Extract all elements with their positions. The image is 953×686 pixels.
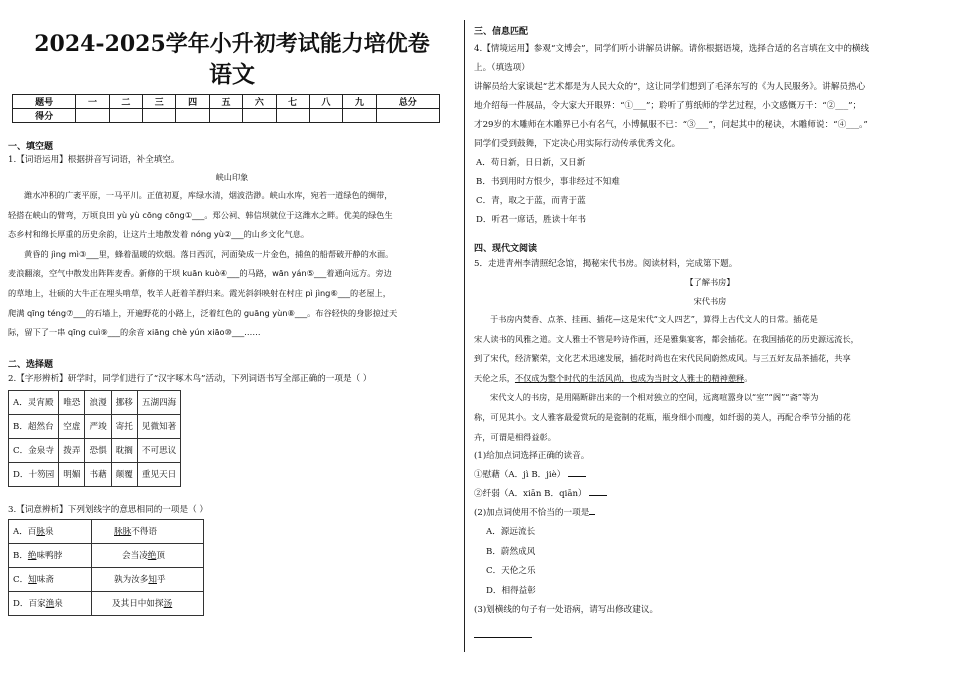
option-row[interactable] (9, 414, 181, 438)
right-column (474, 24, 946, 638)
option-cell: 拨弄 (59, 438, 85, 462)
question-4-text: 才29岁的木雕师在木雕界已小有名气，小博佩服不已：“③___”，问起其中的秘诀，木雕师说：“④___。” (474, 120, 868, 130)
option-cell-left: D．百家渔泉 (9, 591, 92, 615)
option-row[interactable] (9, 462, 181, 486)
option-cell: 挪移 (111, 390, 137, 414)
passage-line: 爬满 qīng téng⑦___的石墙上，开遍野花的小路上，泛着红色的 guāng yùn⑧___。布谷轻快的身影掠过天 (8, 307, 398, 318)
option-cell: 重见天日 (137, 462, 180, 486)
question-4-line: 上。（填选项） (474, 63, 530, 73)
question-2-grid (8, 390, 181, 487)
option-d[interactable]: D．听君一席话，胜读十年书 (476, 215, 587, 225)
option-row[interactable] (9, 390, 181, 414)
question-3-grid (8, 519, 204, 616)
question-4-text: 讲解员给大家谈起“艺术都是为人民大众的”，这让同学们想到了毛泽东写的《为人民服务》。讲解员热心 (474, 82, 866, 92)
score-cell: 四 (176, 95, 209, 109)
score-cell: 总分 (376, 95, 439, 109)
score-input-cell[interactable] (109, 109, 142, 123)
option-cell-left: C．知味斋 (9, 567, 92, 591)
option-cell: 明媚 (59, 462, 85, 486)
score-input-cell[interactable] (76, 109, 109, 123)
sub2-option-a[interactable]: A．源远流长 (486, 527, 536, 538)
option-c[interactable]: C．青，取之于蓝，而青于蓝 (476, 196, 586, 206)
score-cell: 八 (309, 95, 342, 109)
question-3: 3.【词意辨析】下列划线字的意思相同的一项是（ ） (8, 504, 208, 515)
passage-line: 轻搭在峡山的臂弯，万顷良田 yù yù cōng cōng①___。郑公祠、韩信坝就位于这潍水之畔。优美的绿色生 (8, 209, 393, 220)
subquestion-1: (1)给加点词选择正确的读音。 (474, 451, 590, 462)
score-cell: 三 (143, 95, 176, 109)
option-cell: 耽搁 (111, 438, 137, 462)
passage-line: 的草地上，壮硕的大牛正在埋头啃草，牧羊人赶着羊群归来。霞光斜斜映射在村庄 pì jìng⑥___的老屋上， (8, 287, 391, 298)
material-line: 宋代文人的书房，是用隔断辟出来的一个相对独立的空间，远离喧嚣身以“室”“阁”“斋”等为 (490, 392, 819, 403)
subject-title: 语文 (209, 61, 255, 88)
sub2-option-d[interactable]: D．相得益彰 (486, 585, 536, 596)
option-cell: B．超然台 (9, 414, 59, 438)
option-cell-right: 脉脉不得语 (92, 519, 204, 543)
question-5: 5．走进青州李清照纪念馆，揭秘宋代书房。阅读材料，完成第下题。 (474, 259, 738, 269)
passage-line: 潍水冲积的广袤平原，一马平川。正值初夏，库绿水清，烟波浩渺。峡山水库，宛若一道绿色的绸带， (24, 190, 393, 200)
option-cell-right: 孰为汝多知乎 (92, 567, 204, 591)
option-row[interactable] (9, 519, 204, 543)
option-cell: 颠覆 (111, 462, 137, 486)
option-cell: 不可思议 (137, 438, 180, 462)
question-4-text: 地介绍每一件展品，令大家大开眼界：“①___”；聆听了剪纸师的学艺过程，小文感慨万千：“②___”； (474, 101, 862, 111)
option-cell-left: A．百脉泉 (9, 519, 92, 543)
option-row[interactable] (9, 567, 204, 591)
subquestion-3: (3)划横线的句子有一处语病，请写出修改建议。 (474, 605, 659, 616)
exam-title: 2024-2025学年小升初考试能力培优卷 (34, 31, 430, 57)
answer-blank[interactable] (568, 476, 586, 477)
section-4-title: 四、现代文阅读 (474, 244, 538, 254)
score-cell: 六 (243, 95, 276, 109)
column-divider (464, 20, 465, 652)
passage-line: 态乡村和绵长厚重的历史余韵，让这片土地散发着 nóng yù②___的山乡文化气息。 (8, 229, 310, 240)
option-b[interactable]: B．书到用时方恨少，事非经过不知难 (476, 177, 620, 187)
score-input-cell[interactable] (376, 109, 439, 123)
option-a[interactable]: A．苟日新，日日新，又日新 (476, 158, 586, 168)
option-cell-right: 及其日中如探汤 (92, 591, 204, 615)
passage-line: 麦浪翻滚，空气中散发出阵阵麦香。新修的干坝 kuān kuò④___的马路，wān yán⑤___着通向远方。旁边 (8, 268, 392, 279)
passage-line: 黄昏的 jìng mì③___里，蜂着温暖的炊烟。落日西沉，河面染成一片金色，捕鱼的船帮破开静的水面。 (24, 248, 394, 259)
section-2-title: 二、选择题 (8, 359, 54, 370)
underlined-sentence: 不仅成为整个时代的生活风尚，也成为当时文人雅士的精神憩释 (514, 372, 745, 383)
option-row[interactable] (9, 543, 204, 567)
score-input-cell[interactable] (276, 109, 309, 123)
material-line: 天伦之乐，不仅成为整个时代的生活风尚，也成为当时文人雅士的精神憩释。 (474, 372, 753, 383)
question-1: 1.【词语运用】根据拼音写词语，补全填空。 (8, 155, 180, 165)
score-cell: 一 (76, 95, 109, 109)
material-head: 【了解书房】 (685, 277, 735, 287)
score-table (12, 94, 440, 123)
material-line: 宋人读书的风雅之道。文人雅士不管是吟诗作画，还是雅集宴客，都会插花。在我国插花的历史源远流长， (474, 333, 859, 344)
left-column (8, 8, 456, 616)
option-cell: 严竣 (85, 414, 111, 438)
option-row[interactable] (9, 438, 181, 462)
subquestion-1b: ②纤弱（A．xiān B．qiān） (474, 485, 946, 504)
score-input-cell[interactable] (309, 109, 342, 123)
score-header-row (13, 95, 440, 109)
score-input-cell[interactable] (143, 109, 176, 123)
option-row[interactable] (9, 591, 204, 615)
passage-line: 际，留下了一串 qīng cuì⑨___的余音 xiāng chè yún xiāo⑩___…… (8, 327, 261, 338)
option-cell: 寄托 (111, 414, 137, 438)
section-3-title: 三、信息匹配 (474, 27, 529, 37)
subquestion-2: (2)加点词使用不恰当的一项是 (474, 504, 946, 523)
option-cell: 五湖四海 (137, 390, 180, 414)
option-cell: 恐惧 (85, 438, 111, 462)
material-line: 称，可见其小。文人雅客最爱赏玩的是瓷制的花瓶，瓶身细小而瘦，如纤弱的美人，再配合季节分插的花 (474, 411, 851, 422)
score-cell: 二 (109, 95, 142, 109)
option-cell: A．灵宵殿 (9, 390, 59, 414)
question-2: 2.【字形辨析】研学时，同学们进行了“汉字啄木鸟”活动，下列词语书写全部正确的一项是（ ） (8, 373, 372, 384)
section-1-title: 一、填空题 (8, 142, 54, 152)
score-value-row (13, 109, 440, 123)
option-cell: C．金泉寺 (9, 438, 59, 462)
option-cell-left: B．绝味鸭脖 (9, 543, 92, 567)
option-cell: 书藉 (85, 462, 111, 486)
material-line: 到了宋代，经济繁荣，文化艺术迅速发展，插花时尚也在宋代民间蔚然成风。与三五好友品茶插花，共享 (474, 353, 851, 364)
score-input-cell[interactable] (243, 109, 276, 123)
question-4-text: 同学们受到鼓舞，下定决心用实际行动传承优秀文化。 (474, 139, 681, 149)
score-cell: 五 (209, 95, 242, 109)
answer-line[interactable] (474, 636, 532, 638)
score-input-cell[interactable] (209, 109, 242, 123)
score-label-cell: 得分 (13, 109, 76, 123)
question-4-line: 4.【情境运用】参观“文博会”，同学们听小讲解员讲解。请你根据语境，选择合适的名言填在文中的横线 (474, 44, 870, 54)
score-input-cell[interactable] (176, 109, 209, 123)
option-cell: 空虚 (59, 414, 85, 438)
option-cell: 唯恐 (59, 390, 85, 414)
score-cell: 题号 (13, 95, 76, 109)
score-cell: 九 (343, 95, 376, 109)
option-cell-right: 会当凌绝顶 (92, 543, 204, 567)
option-cell: 见微知著 (137, 414, 180, 438)
answer-blank[interactable] (589, 514, 595, 515)
passage-title: 峡山印象 (215, 172, 249, 182)
material-line: 于书房内焚香、点茶、挂画、插花—这是宋代“文人四艺”，算得上古代文人的日常。插花是 (490, 314, 818, 324)
sub2-option-b[interactable]: B．蔚然成风 (486, 546, 536, 557)
score-cell: 七 (276, 95, 309, 109)
material-line: 卉，可谓是相得益彰。 (474, 431, 556, 442)
score-input-cell[interactable] (343, 109, 376, 123)
sub2-option-c[interactable]: C．天伦之乐 (486, 566, 536, 577)
option-cell: 浪漫 (85, 390, 111, 414)
subquestion-1a: ①慰藉（A．jì B．jiè） (474, 466, 946, 485)
material-title: 宋代书房 (693, 296, 727, 306)
answer-blank[interactable] (589, 495, 607, 496)
option-cell: D．十笏园 (9, 462, 59, 486)
